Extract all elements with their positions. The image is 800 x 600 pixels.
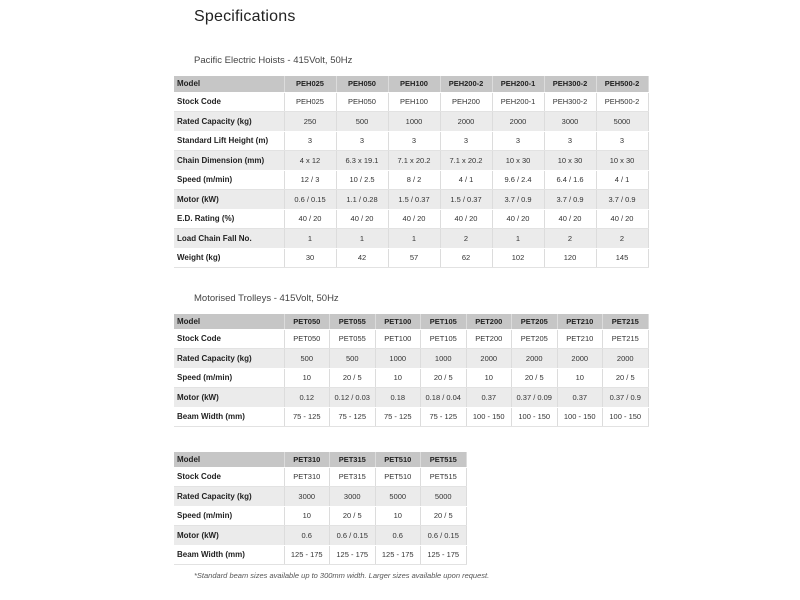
table-cell: 42: [336, 248, 388, 268]
table-cell: 145: [596, 248, 648, 268]
table-cell: PET050: [284, 329, 330, 349]
table-cell: 1: [388, 229, 440, 249]
model-header-cell: PET055: [330, 314, 376, 329]
row-label: Chain Dimension (mm): [174, 151, 284, 171]
trolleys-spec-table: [174, 314, 649, 427]
table-cell: 500: [336, 112, 388, 132]
table-cell: 250: [284, 112, 336, 132]
model-header-cell: PET050: [284, 314, 330, 329]
model-header-cell: PEH300-2: [544, 76, 596, 92]
table-cell: 500: [284, 349, 330, 369]
table-cell: 1000: [375, 349, 421, 369]
table-row: [174, 229, 648, 249]
table-cell: 8 / 2: [388, 170, 440, 190]
table-cell: 30: [284, 248, 336, 268]
header-label: Model: [174, 452, 284, 467]
table-cell: 40 / 20: [544, 209, 596, 229]
table-row: [174, 131, 648, 151]
table-cell: PEH500-2: [596, 92, 648, 112]
table-cell: 20 / 5: [421, 368, 467, 388]
table-cell: 5000: [375, 487, 421, 507]
table-cell: 100 - 150: [557, 407, 603, 427]
row-label: Motor (kW): [174, 190, 284, 210]
row-label: E.D. Rating (%): [174, 209, 284, 229]
table-cell: 3000: [284, 487, 330, 507]
table-cell: 0.37 / 0.09: [512, 388, 558, 408]
table-row: [174, 349, 648, 369]
table-cell: 1.1 / 0.28: [336, 190, 388, 210]
table-cell: 3000: [330, 487, 376, 507]
table-cell: PET055: [330, 329, 376, 349]
model-header-cell: PET105: [421, 314, 467, 329]
table-cell: PET210: [557, 329, 603, 349]
table-row: [174, 151, 648, 171]
trolleys-large-spec-table: [174, 452, 467, 565]
table-row: [174, 190, 648, 210]
table-cell: 10: [557, 368, 603, 388]
table-cell: PET100: [375, 329, 421, 349]
model-header-cell: PET510: [375, 452, 421, 467]
table-cell: 20 / 5: [512, 368, 558, 388]
table-cell: PEH200: [440, 92, 492, 112]
table-cell: 1000: [388, 112, 440, 132]
row-label: Beam Width (mm): [174, 545, 284, 565]
table-cell: 3000: [544, 112, 596, 132]
table-cell: 0.6 / 0.15: [284, 190, 336, 210]
table-cell: 3.7 / 0.9: [492, 190, 544, 210]
table-cell: 1.5 / 0.37: [388, 190, 440, 210]
table-cell: 12 / 3: [284, 170, 336, 190]
table-cell: 0.37: [557, 388, 603, 408]
table-cell: 3: [440, 131, 492, 151]
table-cell: 125 - 175: [375, 545, 421, 565]
table-cell: 100 - 150: [466, 407, 512, 427]
table-cell: 2: [544, 229, 596, 249]
table-cell: 3.7 / 0.9: [596, 190, 648, 210]
footnote: *Standard beam sizes available up to 300mm width. Larger sizes available upon request.: [194, 571, 490, 580]
table-cell: PET200: [466, 329, 512, 349]
table-cell: PEH300-2: [544, 92, 596, 112]
table-cell: 3: [544, 131, 596, 151]
row-label: Standard Lift Height (m): [174, 131, 284, 151]
table-cell: PET315: [330, 467, 376, 487]
row-label: Weight (kg): [174, 248, 284, 268]
table-cell: 40 / 20: [492, 209, 544, 229]
table-cell: 10: [284, 506, 330, 526]
model-header-cell: PEH500-2: [596, 76, 648, 92]
table-cell: 100 - 150: [512, 407, 558, 427]
table-cell: PET310: [284, 467, 330, 487]
table-row: [174, 467, 466, 487]
model-header-cell: PET210: [557, 314, 603, 329]
row-label: Beam Width (mm): [174, 407, 284, 427]
table-cell: PEH100: [388, 92, 440, 112]
table-cell: 75 - 125: [284, 407, 330, 427]
table-cell: 1000: [421, 349, 467, 369]
table-cell: 10 / 2.5: [336, 170, 388, 190]
table-cell: 40 / 20: [388, 209, 440, 229]
table-row: [174, 388, 648, 408]
table-cell: PET510: [375, 467, 421, 487]
row-label: Motor (kW): [174, 388, 284, 408]
table-row: [174, 112, 648, 132]
table-cell: 125 - 175: [284, 545, 330, 565]
table-cell: 2: [440, 229, 492, 249]
table-cell: 2000: [492, 112, 544, 132]
model-header-cell: PET310: [284, 452, 330, 467]
table-header-row: [174, 452, 466, 467]
table-cell: 10: [375, 506, 421, 526]
table-cell: 10: [466, 368, 512, 388]
row-label: Speed (m/min): [174, 506, 284, 526]
table-header-row: [174, 314, 648, 329]
table-row: [174, 407, 648, 427]
table-cell: PEH050: [336, 92, 388, 112]
table-cell: 0.6 / 0.15: [421, 526, 467, 546]
table-row: [174, 209, 648, 229]
table-cell: 125 - 175: [330, 545, 376, 565]
table-cell: PET215: [603, 329, 649, 349]
table-cell: 100 - 150: [603, 407, 649, 427]
table-cell: 1: [336, 229, 388, 249]
header-label: Model: [174, 76, 284, 92]
table-cell: 40 / 20: [336, 209, 388, 229]
table-cell: 10 x 30: [596, 151, 648, 171]
table-row: [174, 92, 648, 112]
table-cell: 2000: [466, 349, 512, 369]
table-cell: 125 - 175: [421, 545, 467, 565]
table-cell: 2000: [557, 349, 603, 369]
model-header-cell: PET200: [466, 314, 512, 329]
trolleys-subtitle: Motorised Trolleys - 415Volt, 50Hz: [194, 293, 339, 304]
header-label: Model: [174, 314, 284, 329]
table-cell: 40 / 20: [440, 209, 492, 229]
model-header-cell: PET315: [330, 452, 376, 467]
model-header-cell: PEH200-1: [492, 76, 544, 92]
table-cell: 10: [375, 368, 421, 388]
hoists-spec-table: [174, 76, 649, 268]
table-cell: 20 / 5: [330, 506, 376, 526]
table-cell: 6.4 / 1.6: [544, 170, 596, 190]
table-cell: 0.6: [375, 526, 421, 546]
table-cell: 5000: [421, 487, 467, 507]
model-header-cell: PEH050: [336, 76, 388, 92]
table-row: [174, 170, 648, 190]
table-cell: 10 x 30: [544, 151, 596, 171]
table-cell: 0.12 / 0.03: [330, 388, 376, 408]
table-cell: 3: [596, 131, 648, 151]
table-cell: 3: [492, 131, 544, 151]
table-cell: 10 x 30: [492, 151, 544, 171]
hoists-subtitle: Pacific Electric Hoists - 415Volt, 50Hz: [194, 55, 353, 66]
table-cell: 20 / 5: [330, 368, 376, 388]
table-cell: PET515: [421, 467, 467, 487]
row-label: Stock Code: [174, 329, 284, 349]
table-cell: 4 / 1: [440, 170, 492, 190]
table-cell: 62: [440, 248, 492, 268]
model-header-cell: PET100: [375, 314, 421, 329]
table-cell: 0.37: [466, 388, 512, 408]
table-cell: 1: [284, 229, 336, 249]
table-cell: 9.6 / 2.4: [492, 170, 544, 190]
table-row: [174, 329, 648, 349]
table-cell: 0.18: [375, 388, 421, 408]
table-cell: 20 / 5: [421, 506, 467, 526]
table-cell: 0.12: [284, 388, 330, 408]
model-header-cell: PEH025: [284, 76, 336, 92]
table-row: [174, 248, 648, 268]
table-cell: 120: [544, 248, 596, 268]
table-row: [174, 487, 466, 507]
model-header-cell: PET205: [512, 314, 558, 329]
table-cell: 3: [284, 131, 336, 151]
row-label: Rated Capacity (kg): [174, 349, 284, 369]
row-label: Rated Capacity (kg): [174, 112, 284, 132]
table-cell: 102: [492, 248, 544, 268]
table-cell: 3.7 / 0.9: [544, 190, 596, 210]
table-cell: 1: [492, 229, 544, 249]
table-cell: 2: [596, 229, 648, 249]
table-cell: 7.1 x 20.2: [388, 151, 440, 171]
page-title: Specifications: [194, 8, 296, 25]
table-cell: 40 / 20: [284, 209, 336, 229]
table-cell: 7.1 x 20.2: [440, 151, 492, 171]
row-label: Rated Capacity (kg): [174, 487, 284, 507]
row-label: Speed (m/min): [174, 368, 284, 388]
table-cell: 6.3 x 19.1: [336, 151, 388, 171]
table-cell: 3: [388, 131, 440, 151]
table-header-row: [174, 76, 648, 92]
table-cell: 4 / 1: [596, 170, 648, 190]
table-row: [174, 506, 466, 526]
table-cell: 1.5 / 0.37: [440, 190, 492, 210]
table-cell: 75 - 125: [375, 407, 421, 427]
model-header-cell: PEH200-2: [440, 76, 492, 92]
row-label: Stock Code: [174, 467, 284, 487]
table-cell: PET205: [512, 329, 558, 349]
table-cell: 20 / 5: [603, 368, 649, 388]
table-cell: 0.37 / 0.9: [603, 388, 649, 408]
model-header-cell: PET215: [603, 314, 649, 329]
table-cell: 5000: [596, 112, 648, 132]
table-cell: 0.6: [284, 526, 330, 546]
table-cell: PEH200-1: [492, 92, 544, 112]
row-label: Load Chain Fall No.: [174, 229, 284, 249]
table-cell: 500: [330, 349, 376, 369]
table-cell: 2000: [440, 112, 492, 132]
table-cell: 0.6 / 0.15: [330, 526, 376, 546]
table-row: [174, 526, 466, 546]
table-cell: 75 - 125: [330, 407, 376, 427]
table-cell: 3: [336, 131, 388, 151]
table-cell: 57: [388, 248, 440, 268]
table-cell: 0.18 / 0.04: [421, 388, 467, 408]
table-cell: 40 / 20: [596, 209, 648, 229]
model-header-cell: PET515: [421, 452, 467, 467]
table-row: [174, 545, 466, 565]
table-cell: 10: [284, 368, 330, 388]
table-cell: 4 x 12: [284, 151, 336, 171]
table-cell: PET105: [421, 329, 467, 349]
table-cell: 2000: [603, 349, 649, 369]
table-cell: 2000: [512, 349, 558, 369]
table-row: [174, 368, 648, 388]
row-label: Stock Code: [174, 92, 284, 112]
table-cell: PEH025: [284, 92, 336, 112]
table-cell: 75 - 125: [421, 407, 467, 427]
model-header-cell: PEH100: [388, 76, 440, 92]
row-label: Speed (m/min): [174, 170, 284, 190]
row-label: Motor (kW): [174, 526, 284, 546]
